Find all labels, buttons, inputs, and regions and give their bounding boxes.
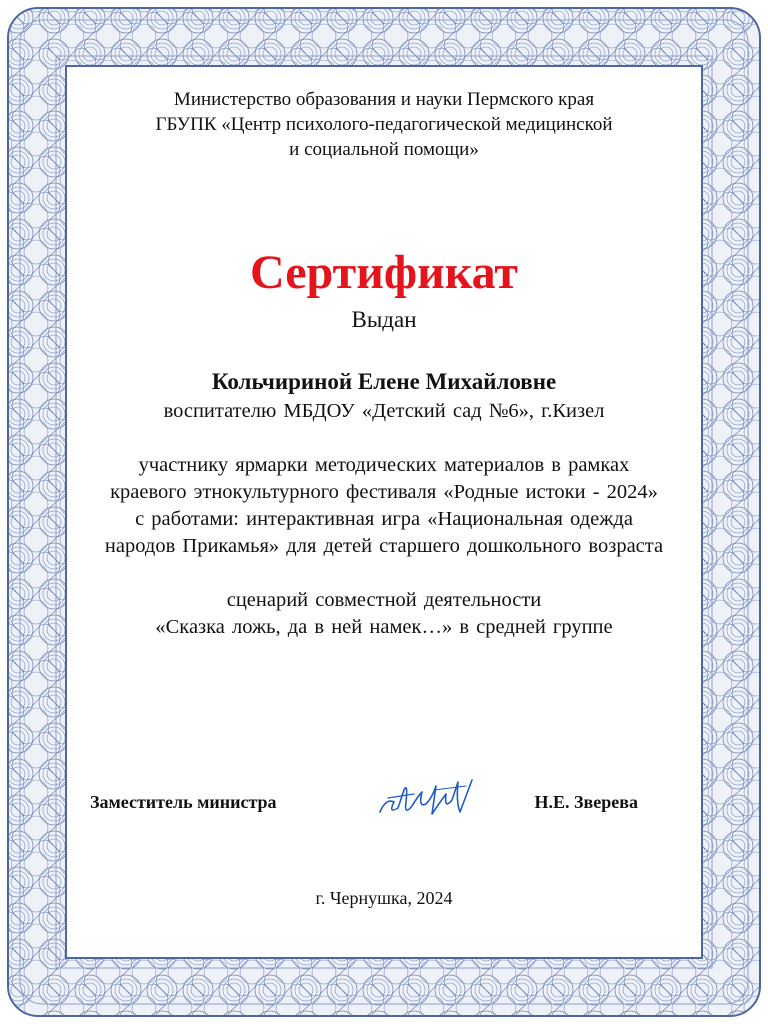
recipient-position: воспитателю МБДОУ «Детский сад №6», г.Кизел [163, 400, 605, 422]
organization-line-2: и социальной помощи» [289, 139, 479, 160]
signatory-name: Н.Е. Зверева [534, 792, 638, 812]
award-text-line: народов Прикамья» для детей старшего дошкольного возраста [104, 535, 664, 557]
award-text-line: с работами: интерактивная игра «Национальная одежда [135, 508, 633, 530]
organization-line: ГБУПК «Центр психолого-педагогической медицинской [155, 114, 613, 135]
ministry-line: Министерство образования и науки Пермского края [173, 89, 595, 110]
handwritten-signature [374, 772, 484, 828]
recipient-name: Кольчириной Елене Михайловне [211, 369, 557, 394]
issued-label: Выдан [351, 307, 417, 332]
certificate-title: Сертификат [250, 246, 518, 299]
certificate-content [72, 72, 696, 952]
award-text-line: краевого этнокультурного фестиваля «Родные истоки - 2024» [110, 481, 658, 503]
award-text-line: участнику ярмарки методических материалов в рамках [138, 454, 630, 476]
signatory-title: Заместитель министра [90, 792, 277, 812]
award-text-line: сценарий совместной деятельности [226, 589, 542, 611]
place-and-date: г. Чернушка, 2024 [315, 888, 453, 908]
award-text-line: «Сказка ложь, да в ней намек…» в средней группе [155, 616, 613, 638]
